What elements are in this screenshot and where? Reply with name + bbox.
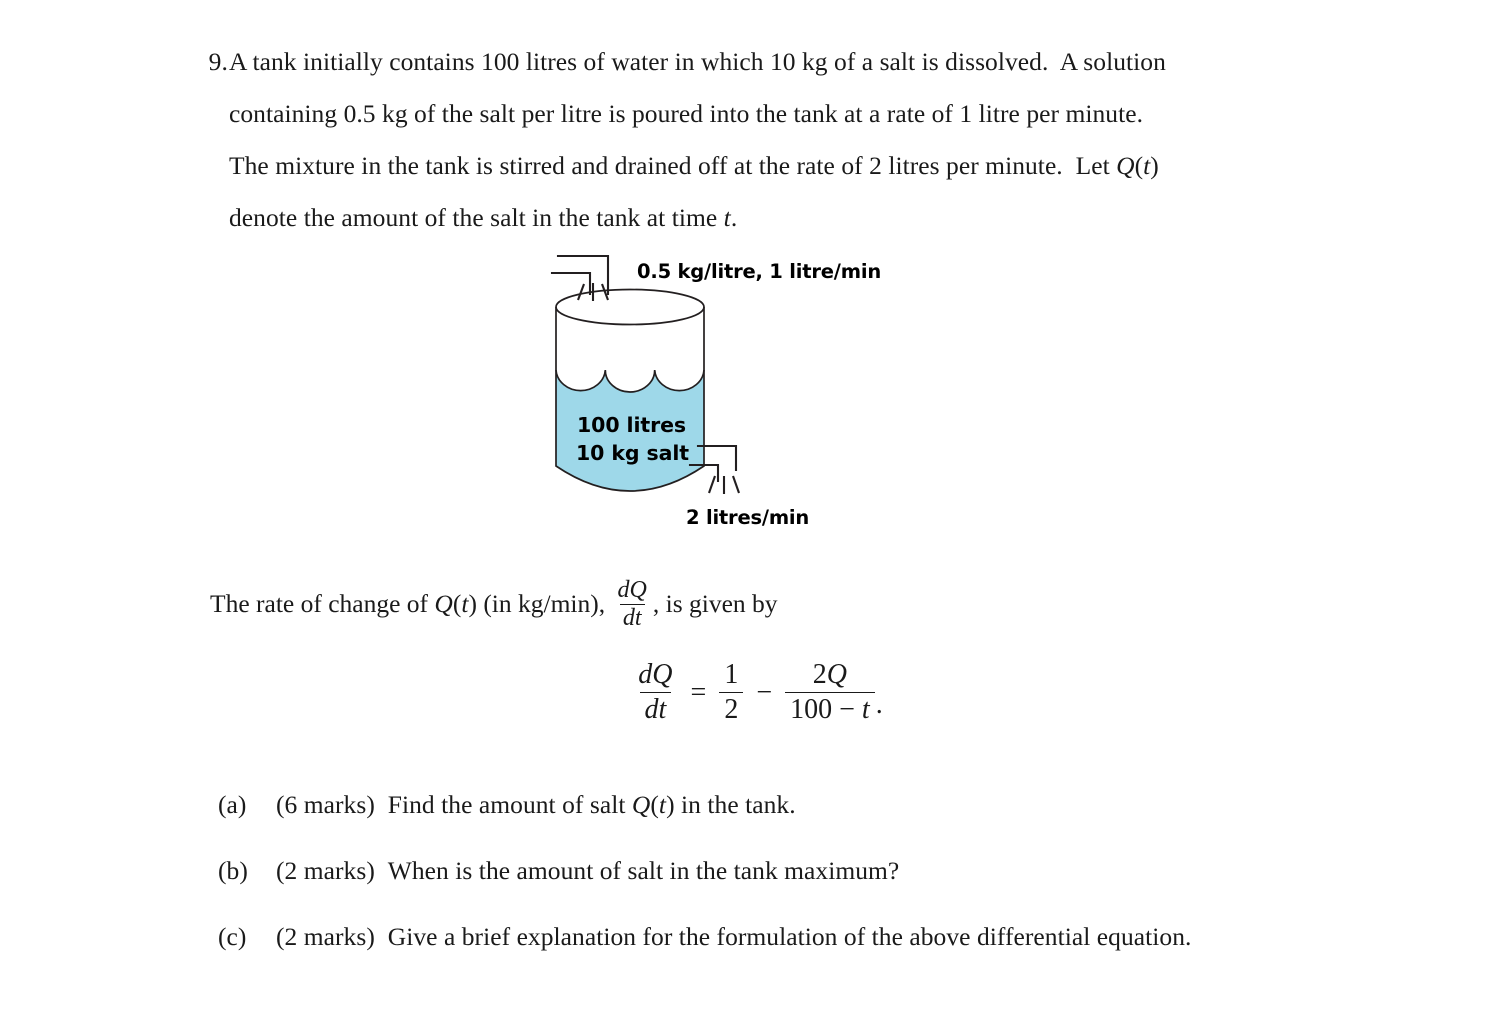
differential-equation: [0, 660, 1500, 725]
tank-illustration: [540, 248, 940, 544]
outlet-flow-lines: [709, 476, 739, 494]
statement-line-4: denote the amount of the salt in the tank at time t.: [229, 203, 738, 232]
equation-lhs-denominator: dt: [640, 692, 672, 725]
equation-term2-fraction: [785, 660, 875, 725]
problem-statement: [188, 36, 1298, 244]
equation-term2-numerator: 2Q: [812, 659, 848, 690]
part-a: [218, 790, 1308, 820]
equation-operator: −: [756, 676, 773, 708]
part-c-marks: (2 marks): [276, 922, 375, 951]
part-a-text: Find the amount of salt Q(t) in the tank.: [387, 790, 796, 819]
problem-text: [229, 36, 1298, 244]
statement-line-2: containing 0.5 kg of the salt per litre is poured into the tank at a rate of 1 litre per minute.: [229, 99, 1144, 128]
rate-fraction-denominator: dt: [620, 604, 645, 631]
part-b-text: When is the amount of salt in the tank maximum?: [387, 856, 900, 885]
rate-suffix: , is given by: [652, 589, 778, 619]
question-number: 9.: [208, 47, 228, 76]
equation-term1-fraction: [719, 660, 743, 725]
rate-symbol-q-arg: (t): [452, 589, 477, 619]
statement-line-3: The mixture in the tank is stirred and drained off at the rate of 2 litres per minute. Let Q(t): [229, 151, 1159, 180]
rate-fraction: [615, 578, 650, 631]
part-a-marks: (6 marks): [276, 790, 375, 819]
equation-term1-numerator: 1: [724, 659, 739, 690]
part-c-tag: (c): [218, 922, 247, 951]
water-surface-waves: [556, 370, 704, 392]
inlet-flow-lines: [578, 283, 608, 301]
rate-units: (in kg/min),: [483, 589, 606, 619]
tank-top-rim: [556, 290, 704, 325]
part-b: [218, 856, 1308, 886]
equation-relation: =: [690, 676, 707, 708]
inflow-rate-label: 0.5 kg/litre, 1 litre/min: [637, 260, 882, 283]
rate-fraction-numerator: dQ: [617, 577, 647, 603]
equation-terminator: .: [875, 689, 883, 721]
equation-lhs-numerator: dQ: [638, 659, 673, 690]
rate-prefix: The rate of change of: [210, 589, 429, 619]
part-b-marks: (2 marks): [276, 856, 375, 885]
part-a-tag: (a): [218, 790, 247, 819]
statement-line-1: A tank initially contains 100 litres of water in which 10 kg of a salt is dissolved. A solution: [229, 47, 1166, 76]
inlet-pipe-inner: [552, 273, 590, 294]
part-b-tag: (b): [218, 856, 248, 885]
tank-salt-label: 10 kg salt: [576, 441, 689, 465]
part-c-text: Give a brief explanation for the formulation of the above differential equation.: [387, 922, 1192, 951]
outflow-rate-label: 2 litres/min: [686, 506, 810, 529]
equation-term2-denominator: 100 − t: [785, 692, 875, 725]
equation-term1-denominator: 2: [719, 692, 743, 725]
mixing-tank-diagram: [540, 248, 940, 544]
question-parts: [218, 790, 1308, 988]
equation-row: [633, 660, 882, 725]
part-c: [218, 922, 1308, 952]
rate-symbol-q: Q: [434, 589, 453, 619]
tank-volume-label: 100 litres: [577, 413, 686, 437]
rate-of-change-sentence: [210, 578, 778, 631]
equation-lhs-fraction: [633, 660, 677, 725]
